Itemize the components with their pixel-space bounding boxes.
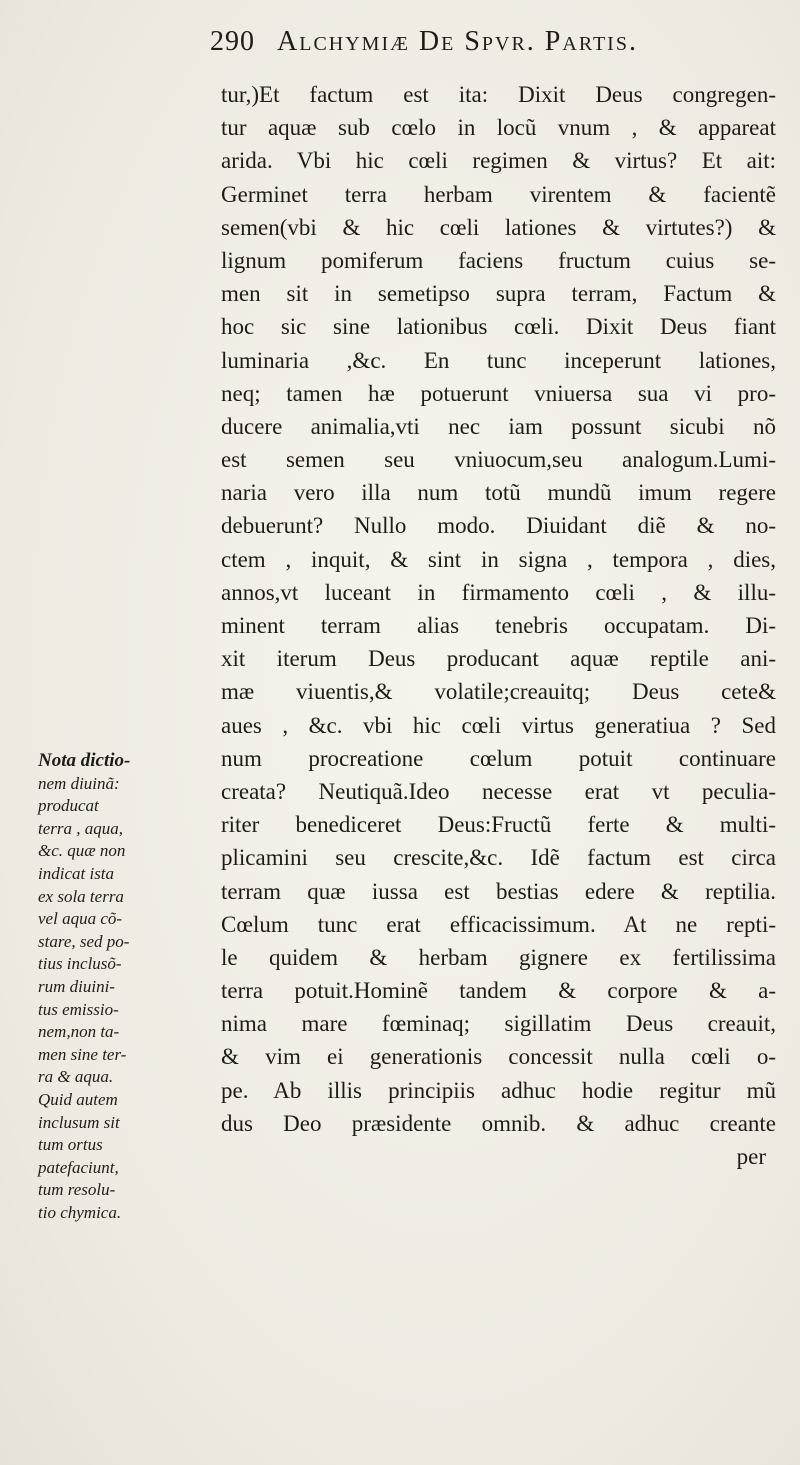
margin-note-line: tio chymica. [38,1202,122,1222]
text-line: plicamini seu crescite,&c. Idẽ factum est circa [221,845,776,871]
text-line: arida. Vbi hic cœli regimen & virtus? Et ait: [221,148,776,174]
text-line: neq; tamen hæ potuerunt vniuersa sua vi pro- [221,380,776,406]
margin-note-line: vel aqua cõ- [38,909,123,929]
margin-note-line: &c. quæ non [38,841,126,861]
text-line: naria vero illa num totũ mundũ imum regere [221,480,776,506]
margin-note-line: ex sola terra [38,886,124,906]
page-number: 290 [210,26,255,57]
text-line: xit iterum Deus producant aquæ reptile ani- [221,646,776,672]
text-line: terram quæ iussa est bestias edere & reptilia. [221,878,776,904]
running-header [210,26,730,58]
text-line: minent terram alias tenebris occupatam. Di- [221,613,776,638]
margin-note-line: stare, sed po- [38,931,130,951]
running-title: Alchymiæ De Spvr. Partis. [277,26,638,57]
text-line: tur,)Et factum est ita: Dixit Deus congregen- [221,82,776,107]
margin-note-line: nem diuinã: [38,773,120,793]
margin-note-line: inclusum sit [38,1112,120,1132]
text-line: luminaria ,&c. En tunc inceperunt lationes, [221,347,776,373]
margin-note-line: Nota dictio- [38,750,131,771]
text-line: Germinet terra herbam virentem & facientẽ [221,181,776,207]
margin-note-line: terra , aqua, [38,818,123,838]
margin-note-line: nem,non ta- [38,1022,120,1042]
margin-note-line: tum resolu- [38,1180,116,1200]
text-line: tur aquæ sub cœlo in locũ vnum , & appareat [221,115,776,141]
text-line: per [736,1144,766,1169]
marginal-note [38,750,218,1224]
text-line: men sit in semetipso supra terram, Factum & [221,281,776,307]
margin-note-line: tus emissio- [38,999,119,1019]
text-line: terra potuit.Hominẽ tandem & corpore & a- [221,978,776,1004]
text-line: mæ viuentis,& volatile;creauitq; Deus cete& [221,679,776,705]
main-text-block [221,78,776,1173]
text-line: ducere animalia,vti nec iam possunt sicubi nõ [221,413,776,439]
margin-note-line: ra & aqua. [38,1067,114,1087]
margin-note-line: Quid autem [38,1089,118,1109]
text-line: Cœlum tunc erat efficacissimum. At ne repti- [221,911,776,937]
margin-note-line: indicat ista [38,863,115,883]
text-line: aues , &c. vbi hic cœli virtus generatiua ? Sed [221,712,776,738]
text-line: debuerunt? Nullo modo. Diuidant diẽ & no- [221,513,776,539]
text-line: creata? Neutiquã.Ideo necesse erat vt peculia- [221,778,776,804]
text-line: nima mare fœminaq; sigillatim Deus creauit, [221,1011,776,1037]
margin-note-line: patefaciunt, [38,1157,119,1177]
text-line: est semen seu vniuocum,seu analogum.Lumi- [221,447,776,473]
text-line: ctem , inquit, & sint in signa , tempora , dies, [221,546,776,572]
text-line: riter benediceret Deus:Fructũ ferte & multi- [221,812,776,838]
text-line: hoc sic sine lationibus cœli. Dixit Deus fiant [221,314,776,340]
margin-note-line: tius inclusõ- [38,954,122,974]
margin-note-line: men sine ter- [38,1044,127,1064]
text-line: le quidem & herbam gignere ex fertilissima [221,944,776,970]
text-line: pe. Ab illis principiis adhuc hodie regitur mũ [221,1077,776,1103]
text-line: annos,vt luceant in firmamento cœli , & illu- [221,579,776,605]
text-line: lignum pomiferum faciens fructum cuius se- [221,247,776,273]
text-line: num procreatione cœlum potuit continuare [221,745,776,771]
text-line: dus Deo præsidente omnib. & adhuc creante [221,1110,776,1136]
margin-note-line: tum ortus [38,1135,103,1155]
text-line: semen(vbi & hic cœli lationes & virtutes?) & [221,214,776,240]
margin-note-line: producat [38,796,99,816]
margin-note-line: rum diuini- [38,976,115,996]
text-line: & vim ei generationis concessit nulla cœli o- [221,1044,776,1070]
